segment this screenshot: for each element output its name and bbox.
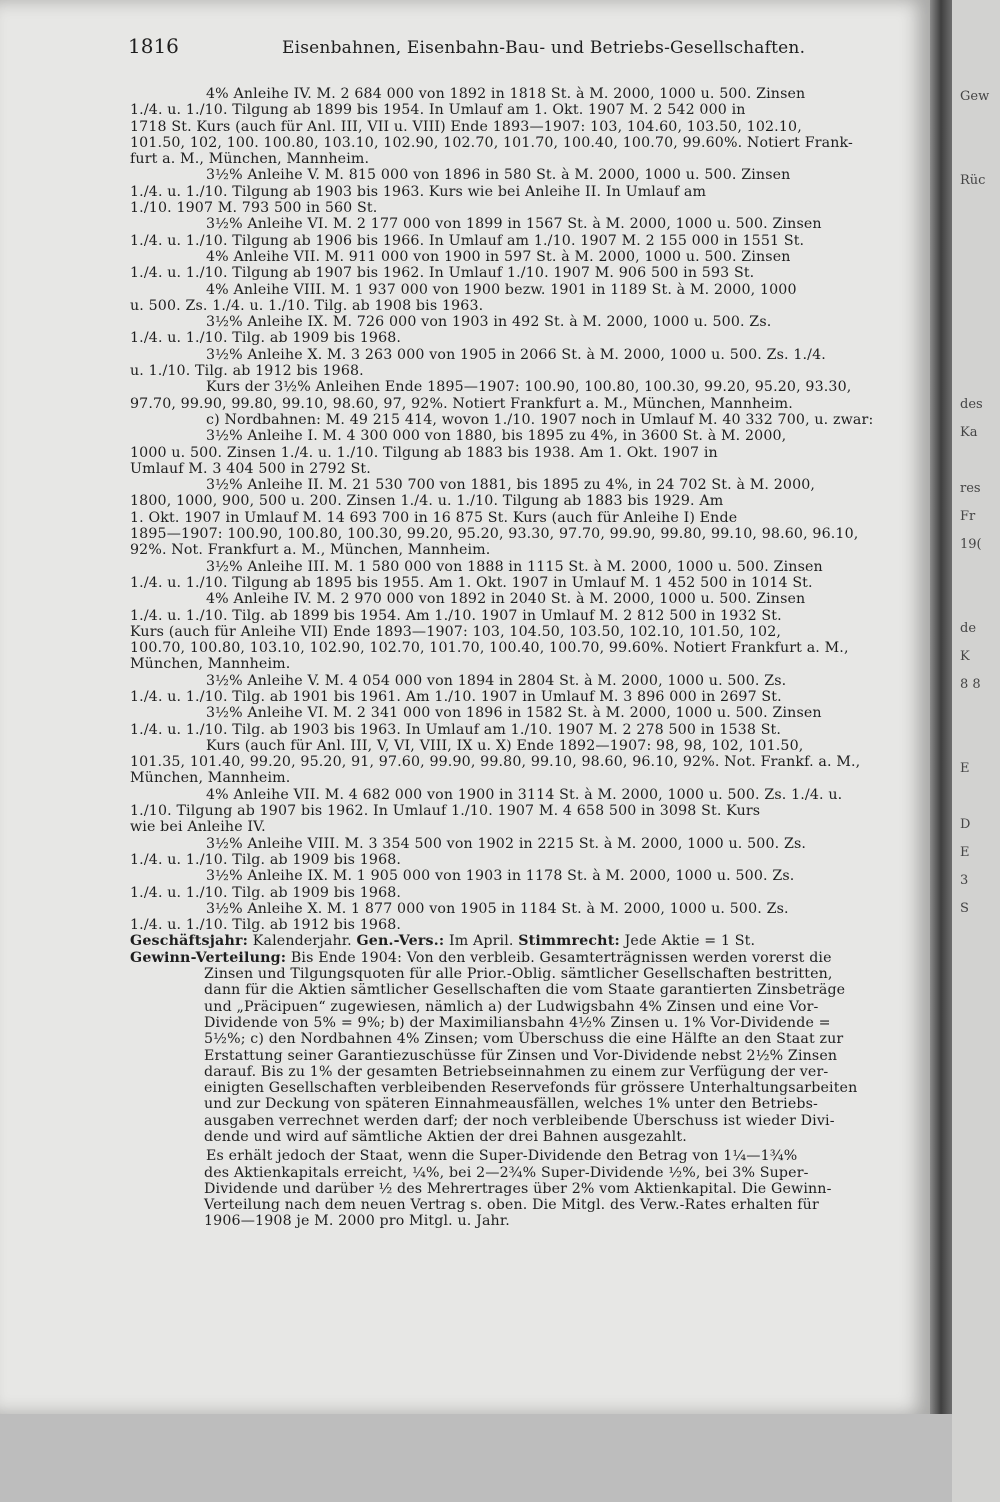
text-line: 1./4. u. 1./10. Tilg. ab 1903 bis 1963. In Umlauf am 1./10. 1907 M. 2 278 500 in 1538 St. <box>130 721 782 738</box>
facing-page-fragment <box>960 704 1000 732</box>
facing-page-fragment: res <box>960 481 981 496</box>
gen-vers-value: Im April. <box>444 933 519 950</box>
text-line: 1895—1907: 100.90, 100.80, 100.30, 99.20, 95.20, 93.30, 97.70, 99.90, 99.80, 99.10, 98.60, 96.10, <box>130 526 859 543</box>
gewinn-para2-line: Verteilung nach dem neuen Vertrag s. oben. Die Mitgl. des Verw.-Rates erhalten für <box>204 1197 819 1214</box>
text-line: c) Nordbahnen: M. 49 215 414, wovon 1./10. 1907 noch in Umlauf M. 40 332 700, u. zwar: <box>206 411 874 428</box>
text-line: Kurs (auch für Anl. III, V, VI, VIII, IX u. X) Ende 1892—1907: 98, 98, 102, 101.50, <box>206 737 804 754</box>
text-line: 1./4. u. 1./10. Tilg. ab 1909 bis 1968. <box>130 884 402 901</box>
text-line: 3½% Anleihe VI. M. 2 341 000 von 1896 in 1582 St. à M. 2000, 1000 u. 500. Zinsen <box>206 705 822 722</box>
text-line: 100.70, 100.80, 103.10, 102.90, 102.70, 101.70, 100.40, 100.70, 99.60%. Notiert Frankfurt a. M., <box>130 640 849 657</box>
gewinn-para2-line: des Aktienkapitals erreicht, ¼%, bei 2—2¾% Super-Dividende ½%, bei 3% Super- <box>204 1164 809 1181</box>
facing-page-fragment: S <box>960 901 969 916</box>
facing-page-fragment: E <box>960 761 970 776</box>
text-line: 1./4. u. 1./10. Tilg. ab 1912 bis 1968. <box>130 917 402 934</box>
gewinn-line: darauf. Bis zu 1% der gesamten Betriebseinnahmen zu einem zur Verfügung der ver- <box>204 1063 829 1080</box>
gewinn-line: und zur Deckung von späteren Einnahmeausfällen, welches 1% unter den Betriebs- <box>204 1096 818 1113</box>
text-line: 1./4. u. 1./10. Tilgung ab 1906 bis 1966. In Umlauf am 1./10. 1907 M. 2 155 000 in 1551 St. <box>130 232 805 249</box>
gewinn-line: Zinsen und Tilgungsquoten für alle Prior.-Oblig. sämtlicher Gesellschaften bestritten, <box>204 966 833 983</box>
facing-page-fragment <box>960 284 1000 312</box>
gewinn-para2-line: Es erhält jedoch der Staat, wenn die Super-Dividende den Betrag von 1¼—1¾% <box>206 1148 798 1165</box>
facing-page-fragment: 19( <box>960 537 982 552</box>
facing-page-fragment <box>960 312 1000 340</box>
text-line: München, Mannheim. <box>130 770 291 787</box>
facing-page-fragment: K <box>960 649 970 664</box>
text-line: 1./4. u. 1./10. Tilgung ab 1903 bis 1963. Kurs wie bei Anleihe II. In Umlauf am <box>130 183 707 200</box>
gewinn-paragraph <box>130 966 930 1145</box>
text-line: 1./4. u. 1./10. Tilgung ab 1895 bis 1955. Am 1. Okt. 1907 in Umlauf M. 1 452 500 in 1014 St. <box>130 574 813 591</box>
text-line: 4% Anleihe VIII. M. 1 937 000 von 1900 bezw. 1901 in 1189 St. à M. 2000, 1000 <box>206 281 797 298</box>
page-number: 1816 <box>128 34 179 58</box>
text-line: 101.35, 101.40, 99.20, 95.20, 91, 97.60, 99.90, 99.80, 99.10, 98.60, 96.10, 92%. Not. Frankf. a. M., <box>130 754 861 771</box>
text-line: 4% Anleihe VII. M. 4 682 000 von 1900 in 3114 St. à M. 2000, 1000 u. 500. Zs. 1./4. u. <box>206 786 843 803</box>
facing-page-fragment <box>960 452 1000 480</box>
facing-page-fragment: Fr <box>960 509 976 524</box>
text-line: 1000 u. 500. Zinsen 1./4. u. 1./10. Tilgung ab 1883 bis 1938. Am 1. Okt. 1907 in <box>130 444 718 461</box>
facing-page-fragment: de <box>960 621 977 636</box>
facing-page-fragment: E <box>960 845 970 860</box>
text-line: 4% Anleihe IV. M. 2 970 000 von 1892 in 2040 St. à M. 2000, 1000 u. 500. Zinsen <box>206 591 806 608</box>
gewinn-para2-line: Dividende und darüber ½ des Mehrertrages über 2% vom Aktienkapital. Die Gewinn- <box>204 1180 832 1197</box>
gewinn-line: ausgaben verrechnet werden darf; der noch verbleibende Überschuss ist wieder Divi- <box>204 1112 835 1129</box>
facing-page-fragment <box>960 788 1000 816</box>
text-line: 3½% Anleihe IX. M. 726 000 von 1903 in 492 St. à M. 2000, 1000 u. 500. Zs. <box>206 314 772 331</box>
text-line: 1./10. Tilgung ab 1907 bis 1962. In Umlauf 1./10. 1907 M. 4 658 500 in 3098 St. Kurs <box>130 803 761 820</box>
gewinn-line: dann für die Aktien sämtlicher Gesellschaften die vom Staate garantierten Zinsbeträge <box>204 982 846 999</box>
text-line: 3½% Anleihe X. M. 3 263 000 von 1905 in 2066 St. à M. 2000, 1000 u. 500. Zs. 1./4. <box>206 346 826 363</box>
facing-page-fragment <box>960 116 1000 144</box>
facing-page-fragment: Ka <box>960 425 978 440</box>
text-line: 3½% Anleihe III. M. 1 580 000 von 1888 in 1115 St. à M. 2000, 1000 u. 500. Zinsen <box>206 558 823 575</box>
facing-page-fragment: 8 8 <box>960 677 981 692</box>
gewinn-line: dende und wird auf sämtliche Aktien der drei Bahnen ausgezahlt. <box>204 1129 687 1145</box>
gewinn-first-line <box>130 950 930 966</box>
text-line: 1./4. u. 1./10. Tilg. ab 1899 bis 1954. Am 1./10. 1907 in Umlauf M. 2 812 500 in 1932 St. <box>130 607 782 624</box>
gen-vers-label: Gen.-Vers.: <box>356 933 445 950</box>
facing-page-fragment <box>960 564 1000 592</box>
text-line: Kurs (auch für Anleihe VII) Ende 1893—1907: 103, 104.50, 103.50, 102.10, 101.50, 102, <box>130 623 782 640</box>
text-line: u. 500. Zs. 1./4. u. 1./10. Tilg. ab 1908 bis 1963. <box>130 297 484 314</box>
facing-page-fragment <box>960 256 1000 284</box>
text-line: 3½% Anleihe VIII. M. 3 354 500 von 1902 in 2215 St. à M. 2000, 1000 u. 500. Zs. <box>206 835 807 852</box>
facing-page-fragment: D <box>960 817 971 832</box>
gewinn-para2-line: 1906—1908 je M. 2000 pro Mitgl. u. Jahr. <box>204 1213 510 1230</box>
gewinn-paragraph-2 <box>130 1148 930 1229</box>
text-line: 3½% Anleihe I. M. 4 300 000 von 1880, bis 1895 zu 4%, in 3600 St. à M. 2000, <box>206 428 787 445</box>
text-line: 1. Okt. 1907 in Umlauf M. 14 693 700 in 16 875 St. Kurs (auch für Anleihe I) Ende <box>130 509 738 526</box>
gewinn-line: 5½%; c) den Nordbahnen 4% Zinsen; vom Überschuss die eine Hälfte an den Staat zur <box>204 1031 844 1048</box>
text-line: u. 1./10. Tilg. ab 1912 bis 1968. <box>130 363 364 380</box>
gewinn-line: Erstattung seiner Garantiezuschüsse für Zinsen und Vor-Dividende nebst 2½% Zinsen <box>204 1047 838 1064</box>
text-line: 4% Anleihe VII. M. 911 000 von 1900 in 597 St. à M. 2000, 1000 u. 500. Zinsen <box>206 248 791 265</box>
stimmrecht-label: Stimmrecht: <box>518 933 620 950</box>
text-line: 1./4. u. 1./10. Tilgung ab 1899 bis 1954. In Umlauf am 1. Okt. 1907 M. 2 542 000 in <box>130 102 746 119</box>
geschaeftsjahr-line <box>130 933 930 949</box>
text-line: 3½% Anleihe IX. M. 1 905 000 von 1903 in 1178 St. à M. 2000, 1000 u. 500. Zs. <box>206 868 795 885</box>
text-line: 1./4. u. 1./10. Tilg. ab 1909 bis 1968. <box>130 330 402 347</box>
text-line: 1./10. 1907 M. 793 500 in 560 St. <box>130 200 378 217</box>
text-line: 4% Anleihe IV. M. 2 684 000 von 1892 in 1818 St. à M. 2000, 1000 u. 500. Zinsen <box>206 86 806 102</box>
text-line: München, Mannheim. <box>130 656 291 673</box>
stimmrecht-value: Jede Aktie = 1 St. <box>619 933 756 950</box>
facing-page-fragment <box>960 200 1000 228</box>
running-head: Eisenbahnen, Eisenbahn-Bau- und Betriebs-Gesellschaften. <box>282 38 806 58</box>
gewinn-line: Dividende von 5% = 9%; b) der Maximiliansbahn 4½% Zinsen u. 1% Vor-Dividende = <box>204 1014 831 1031</box>
facing-page-fragment: Gew <box>960 89 990 104</box>
text-line: 3½% Anleihe X. M. 1 877 000 von 1905 in 1184 St. à M. 2000, 1000 u. 500. Zs. <box>206 900 789 917</box>
facing-page-fragment <box>960 368 1000 396</box>
text-line: 3½% Anleihe V. M. 815 000 von 1896 in 580 St. à M. 2000, 1000 u. 500. Zinsen <box>206 167 791 184</box>
text-line: 1800, 1000, 900, 500 u. 200. Zinsen 1./4. u. 1./10. Tilgung ab 1883 bis 1929. Am <box>130 493 724 510</box>
text-line: 1./4. u. 1./10. Tilg. ab 1909 bis 1968. <box>130 851 402 868</box>
text-line: wie bei Anleihe IV. <box>130 819 266 836</box>
document-body <box>130 86 930 1386</box>
text-line: 3½% Anleihe VI. M. 2 177 000 von 1899 in 1567 St. à M. 2000, 1000 u. 500. Zinsen <box>206 216 822 233</box>
gewinn-label: Gewinn-Verteilung: <box>130 949 287 966</box>
facing-page-fragment: Rüc <box>960 173 986 188</box>
gewinn-first-text: Bis Ende 1904: Von den verbleib. Gesamterträgnissen werden vorerst die <box>286 949 832 966</box>
text-line: 1718 St. Kurs (auch für Anl. III, VII u. VIII) Ende 1893—1907: 103, 104.60, 103.50, 102.10, <box>130 118 802 135</box>
facing-page-fragment: des <box>960 397 983 412</box>
facing-page-edge <box>952 0 1000 1502</box>
text-line: 3½% Anleihe V. M. 4 054 000 von 1894 in 2804 St. à M. 2000, 1000 u. 500. Zs. <box>206 672 787 689</box>
text-line: 101.50, 102, 100. 100.80, 103.10, 102.90, 102.70, 101.70, 100.40, 100.70, 99.60%. Notiert Frank- <box>130 134 853 151</box>
facing-page-fragment <box>960 144 1000 172</box>
facing-page-fragment <box>960 340 1000 368</box>
page-header <box>128 34 908 64</box>
book-gutter <box>930 0 952 1414</box>
text-line: Kurs der 3½% Anleihen Ende 1895—1907: 100.90, 100.80, 100.30, 99.20, 95.20, 93.30, <box>206 379 852 396</box>
gewinn-line: einigten Gesellschaften verbleibenden Reservefonds für grössere Unterhaltungsarbeiten <box>204 1080 858 1097</box>
bond-listing <box>130 86 930 933</box>
facing-page-fragment <box>960 228 1000 256</box>
text-line: 3½% Anleihe II. M. 21 530 700 von 1881, bis 1895 zu 4%, in 24 702 St. à M. 2000, <box>206 477 816 494</box>
text-line: furt a. M., München, Mannheim. <box>130 151 370 168</box>
facing-page-fragment: 3 <box>960 873 969 888</box>
text-line: Umlauf M. 3 404 500 in 2792 St. <box>130 460 371 477</box>
geschaeftsjahr-value: Kalenderjahr. <box>248 933 357 950</box>
gewinn-line: und „Präcipuen“ zugewiesen, nämlich a) der Ludwigsbahn 4% Zinsen und eine Vor- <box>204 998 819 1015</box>
text-line: 92%. Not. Frankfurt a. M., München, Mannheim. <box>130 542 491 559</box>
facing-page-fragment <box>960 592 1000 620</box>
facing-page-fragment <box>960 732 1000 760</box>
text-line: 97.70, 99.90, 99.80, 99.10, 98.60, 97, 92%. Notiert Frankfurt a. M., München, Mannheim. <box>130 395 793 412</box>
text-line: 1./4. u. 1./10. Tilg. ab 1901 bis 1961. Am 1./10. 1907 in Umlauf M. 3 896 000 in 2697 St. <box>130 688 782 705</box>
geschaeftsjahr-label: Geschäftsjahr: <box>130 933 249 950</box>
text-line: 1./4. u. 1./10. Tilgung ab 1907 bis 1962. In Umlauf 1./10. 1907 M. 906 500 in 593 St. <box>130 265 755 282</box>
